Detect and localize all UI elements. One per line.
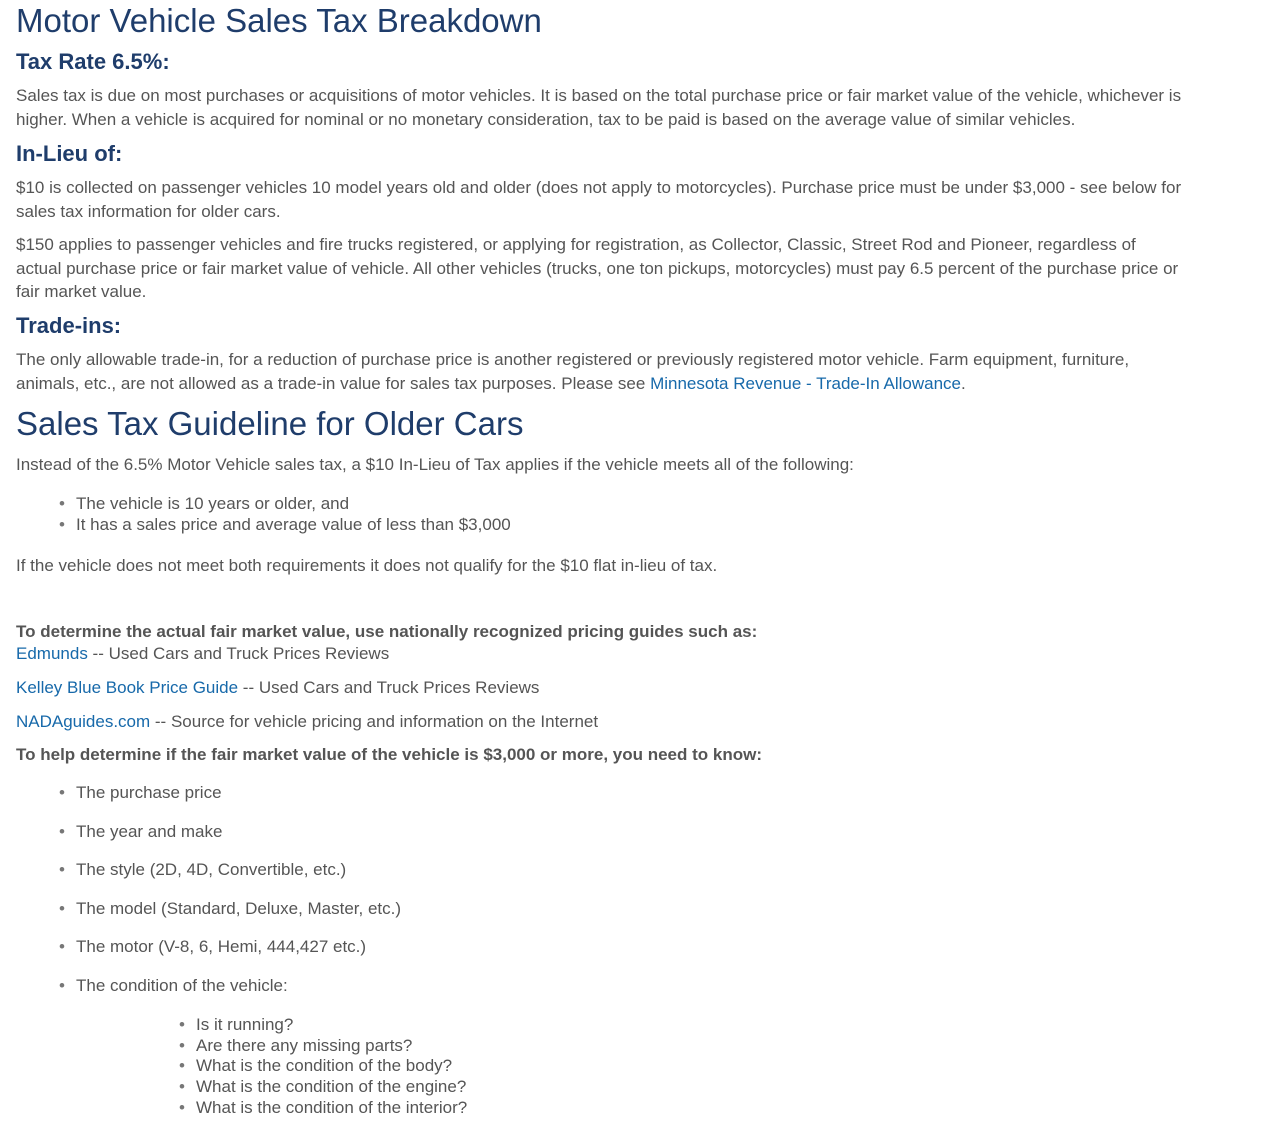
- text-line: sales tax information for older cars.: [16, 201, 281, 221]
- in-lieu-paragraph-1: [16, 176, 1181, 223]
- list-item: • The purchase price: [76, 781, 401, 805]
- text-line: $150 applies to passenger vehicles and fire trucks registered, or applying for registration, as Collector, Classic, Street Rod and Pioneer, regardless of: [16, 235, 1136, 254]
- heading-trade-ins: Trade-ins:: [16, 313, 122, 338]
- trade-ins-paragraph: [16, 348, 1129, 395]
- text-line: The only allowable trade-in, for a reduction of purchase price is another registered or previously registered motor vehicle. Farm equipment, furniture,: [16, 350, 1130, 369]
- trade-in-allowance-link[interactable]: Minnesota Revenue - Trade-In Allowance: [650, 373, 961, 393]
- older-cars-intro: Instead of the 6.5% Motor Vehicle sales tax, a $10 In-Lieu of Tax applies if the vehicle meets all of the following:: [16, 455, 854, 474]
- list-item: • The motor (V-8, 6, Hemi, 444,427 etc.): [76, 935, 401, 959]
- guide-description: -- Used Cars and Truck Prices Reviews: [238, 678, 540, 697]
- list-item: • Is it running?: [196, 1015, 467, 1036]
- edmunds-link[interactable]: Edmunds: [16, 644, 88, 663]
- guide-nada: [16, 710, 598, 734]
- text-line: fair market value.: [16, 282, 147, 301]
- requirements-list: [76, 493, 511, 535]
- nadaguides-link[interactable]: NADAguides.com: [16, 712, 151, 731]
- text-span: .: [960, 373, 966, 393]
- text-line: Sales tax is due on most purchases or acquisitions of motor vehicles. It is based on the total purchase price or fair market value of the vehicle, whichever is: [16, 86, 1182, 105]
- text-line: $10 is collected on passenger vehicles 10 model years old and older (does not apply to motorcycles). Purchase price must be under $3,000 - see below for: [16, 178, 1182, 197]
- guide-kbb: [16, 676, 539, 700]
- text-span: animals, etc., are not allowed as a trade-in value for sales tax purposes. Please see: [16, 373, 651, 393]
- older-cars-title: Sales Tax Guideline for Older Cars: [16, 405, 524, 442]
- guide-description: -- Used Cars and Truck Prices Reviews: [87, 644, 390, 663]
- list-item: • What is the condition of the interior?: [196, 1098, 467, 1119]
- list-item: • The vehicle is 10 years or older, and: [76, 493, 511, 514]
- list-item: • It has a sales price and average value of less than $3,000: [76, 514, 511, 535]
- list-item: • The year and make: [76, 820, 401, 844]
- heading-tax-rate: Tax Rate 6.5%:: [16, 49, 170, 74]
- text-line: actual purchase price or fair market value of vehicle. All other vehicles (trucks, one ton pickups, motorcycles) must pay 6.5 percent of the purchase price or: [16, 258, 1179, 278]
- in-lieu-paragraph-2: [16, 233, 1178, 304]
- list-item: • The condition of the vehicle:: [76, 974, 401, 998]
- know-heading: To help determine if the fair market value of the vehicle is $3,000 or more, you need to know:: [16, 745, 762, 764]
- heading-in-lieu: In-Lieu of:: [16, 141, 123, 166]
- text-line: higher. When a vehicle is acquired for nominal or no monetary consideration, tax to be paid is based on the average value of similar vehicles.: [16, 109, 1076, 129]
- text-line: [16, 372, 1129, 396]
- guide-edmunds: [16, 642, 389, 666]
- list-item: • Are there any missing parts?: [196, 1036, 467, 1057]
- kelley-blue-book-link[interactable]: Kelley Blue Book Price Guide: [16, 678, 239, 697]
- guide-description: -- Source for vehicle pricing and information on the Internet: [150, 712, 599, 731]
- list-item: • The style (2D, 4D, Convertible, etc.): [76, 858, 401, 882]
- older-cars-outro: If the vehicle does not meet both requirements it does not qualify for the $10 flat in-lieu of tax.: [16, 556, 718, 575]
- page-title: Motor Vehicle Sales Tax Breakdown: [16, 2, 542, 39]
- know-list: [76, 781, 401, 998]
- list-item: • What is the condition of the body?: [196, 1056, 467, 1077]
- list-item: • The model (Standard, Deluxe, Master, etc.): [76, 897, 401, 921]
- list-item: • What is the condition of the engine?: [196, 1077, 467, 1098]
- condition-list: [196, 1015, 467, 1119]
- fmv-heading: To determine the actual fair market value, use nationally recognized pricing guides such as:: [16, 622, 758, 641]
- tax-rate-paragraph: [16, 84, 1181, 131]
